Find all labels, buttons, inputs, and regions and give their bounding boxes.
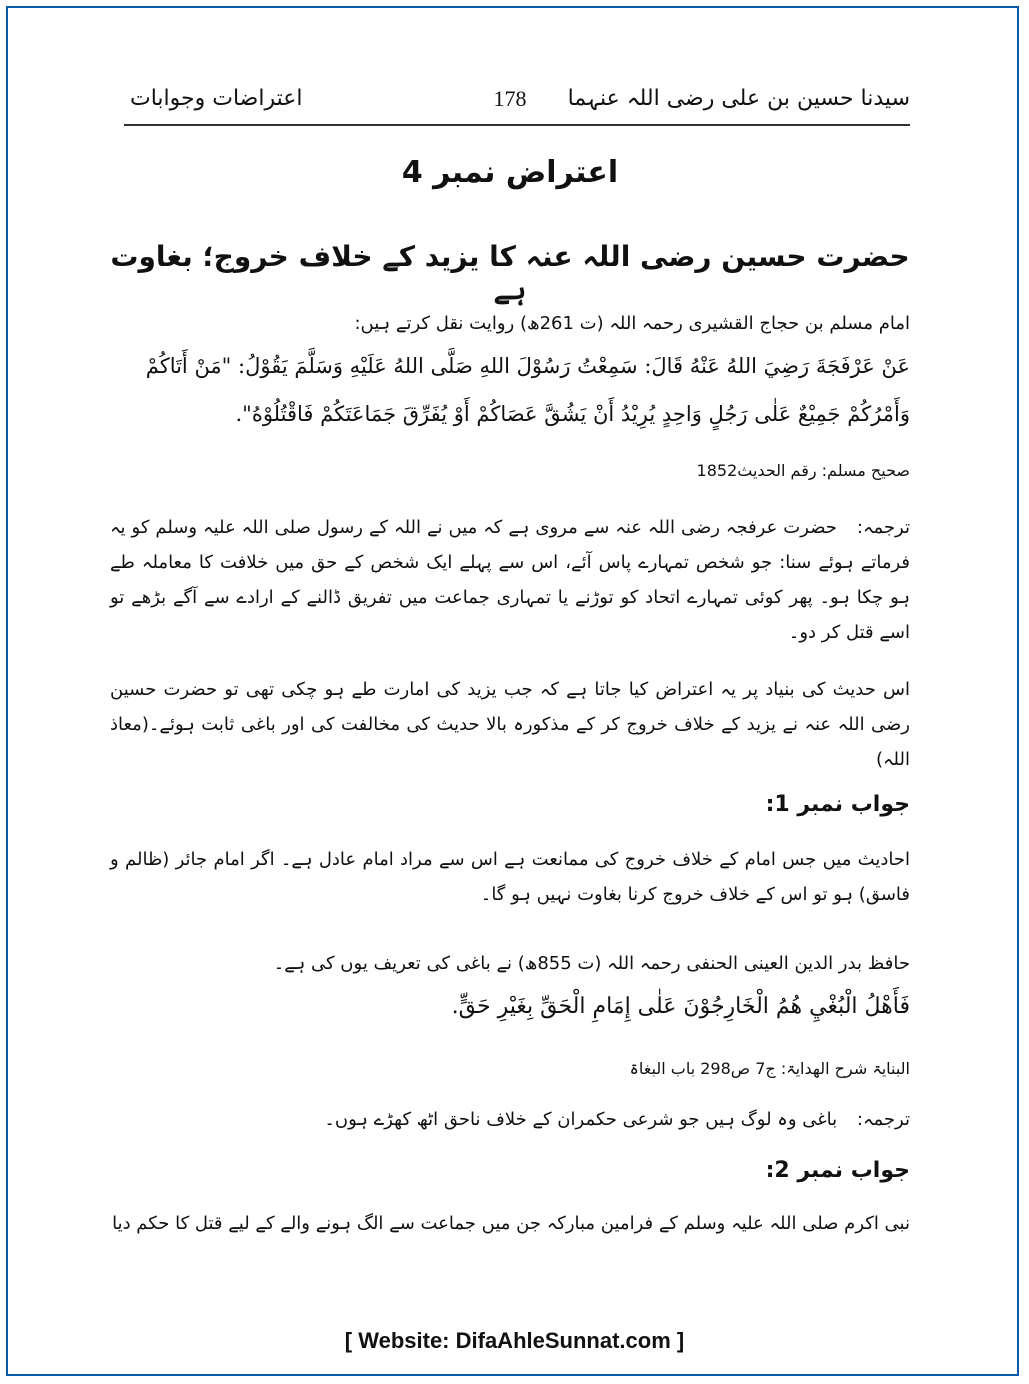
- answer-1-text: احادیث میں جس امام کے خلاف خروج کی ممانعت ہے اس سے مراد امام عادل ہے۔ اگر امام جائر (ظالم و فاسق) ہو تو اس کے خلاف خروج کرنا بغاوت نہیں ہو گا۔: [110, 849, 910, 906]
- translation-text: حضرت عرفجہ رضی اللہ عنہ سے مروی ہے کہ میں نے اللہ کے رسول صلی اللہ علیہ وسلم کو یہ فرماتے ہوئے سنا: جو شخص تمہارے پاس آئے، اس سے پہلے ایک شخص کے حق میں خلافت کا معاملہ طے ہو چکا ہو۔ پھر کوئی تمہارے اتحاد کو توڑنے یا تمہاری جماعت میں تفریق ڈالنے کے ارادے سے آگے بڑھے تو اسے قتل کر دو۔: [110, 517, 910, 644]
- answer-2-heading: جواب نمبر 2:: [765, 1158, 910, 1183]
- answer-1-arabic-quote: فَأَهْلُ الْبُغْيِ هُمُ الْخَارِجُوْنَ عَلٰى إِمَامِ الْحَقِّ بِغَيْرِ حَقٍّ.: [451, 994, 910, 1019]
- header-divider: [124, 124, 910, 126]
- answer-1-translation: [110, 1108, 910, 1132]
- answer-1-heading: جواب نمبر 1:: [765, 792, 910, 817]
- website-footer: [ Website: DifaAhleSunnat.com ]: [344, 1328, 685, 1353]
- answer-1-quote-intro: حافظ بدر الدین العینی الحنفی رحمہ اللہ (ت 855ھ) نے باغی کی تعریف یوں کی ہے۔: [273, 953, 910, 974]
- page-content: [110, 80, 910, 1330]
- objection-title: اعتراض نمبر 4: [401, 155, 619, 190]
- answer-1-reference: البنایۃ شرح الھدایۃ: ج7 ص298 باب البغاۃ: [629, 1059, 910, 1078]
- book-title: سیدنا حسین بن علی رضی اللہ عنہما: [567, 86, 910, 111]
- running-header: [110, 80, 910, 125]
- page-number: 178: [493, 86, 527, 111]
- hadith-line-1: عَنْ عَرْفَجَةَ رَضِيَ اللهُ عَنْهُ قَالَ: سَمِعْتُ رَسُوْلَ اللهِ صَلَّى اللهُ عَلَيْهِ وَسَلَّمَ يَقُوْلُ: "مَنْ أَتَاكُمْ: [145, 354, 910, 378]
- translation-paragraph: [110, 510, 910, 650]
- translation-label: ترجمہ:: [856, 517, 910, 538]
- hadith-line-2: وَأَمْرُكُمْ جَمِيْعٌ عَلٰى رَجُلٍ وَاحِدٍ يُرِيْدُ أَنْ يَشُقَّ عَصَاكُمْ أَوْ يُفَرِّقَ جَمَاعَتَكُمْ فَاقْتُلُوْهُ".: [235, 402, 910, 426]
- hadith-reference: صحیح مسلم: رقم الحدیث1852: [696, 461, 910, 480]
- answer-1-translation-label: ترجمہ:: [856, 1109, 910, 1130]
- objection-paragraph: اس حدیث کی بنیاد پر یہ اعتراض کیا جاتا ہے کہ جب یزید کی امارت طے ہو چکی تھی تو حضرت حسین رضی اللہ عنہ نے یزید کے خلاف خروج کر کے مذکورہ بالا حدیث کی مخالفت کی اور باغی ثابت ہوئے۔(معاذ اللہ): [110, 679, 910, 771]
- chapter-title: اعتراضات وجوابات: [130, 86, 303, 111]
- intro-text: امام مسلم بن حجاج القشیری رحمہ اللہ (ت 261ھ) روایت نقل کرتے ہیں:: [354, 313, 910, 334]
- answer-2-text: نبی اکرم صلی اللہ علیہ وسلم کے فرامین مبارکہ جن میں جماعت سے الگ ہونے والے کے لیے قتل کا حکم دیا: [112, 1213, 910, 1234]
- answer-1-translation-text: باغی وہ لوگ ہیں جو شرعی حکمران کے خلاف ناحق اٹھ کھڑے ہوں۔: [324, 1109, 838, 1130]
- objection-subtitle: حضرت حسین رضی اللہ عنہ کا یزید کے خلاف خروج؛ بغاوت ہے: [110, 240, 910, 306]
